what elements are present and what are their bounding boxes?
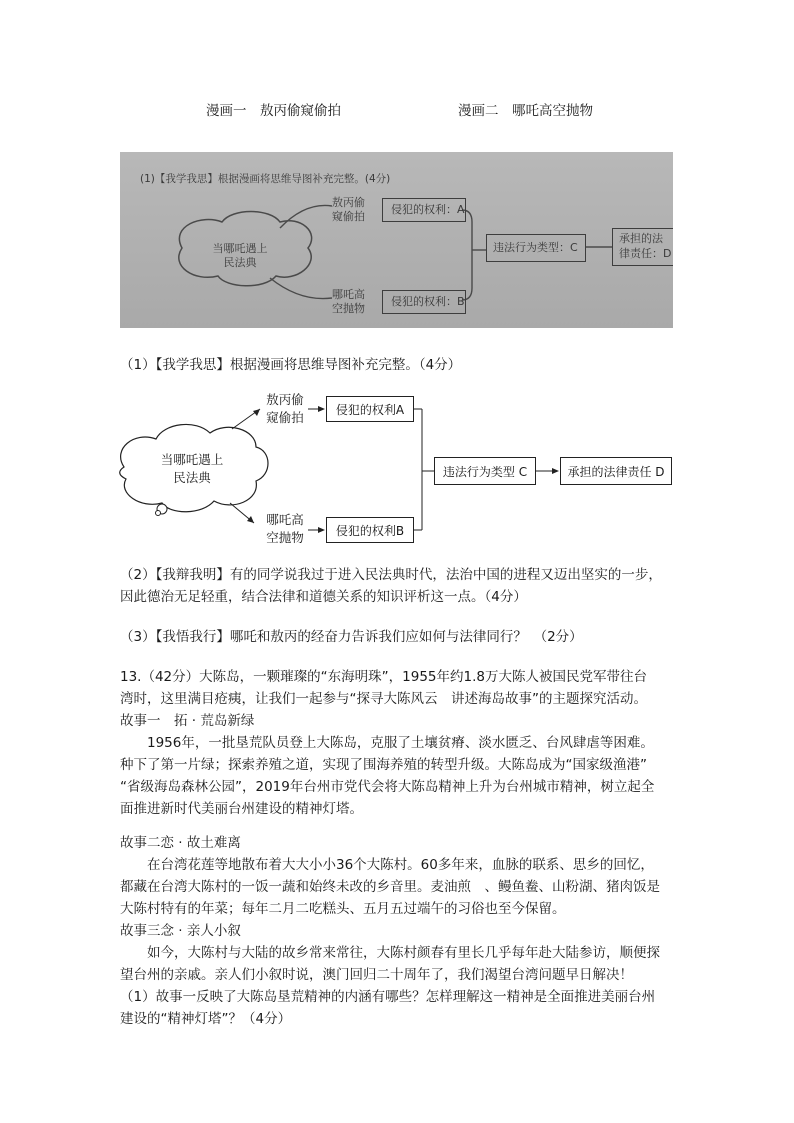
photo-bottom-subject: 哪吒高 空抛物 — [332, 288, 365, 315]
mindmap-bottom-subject: 哪吒高 空抛物 — [266, 512, 304, 545]
story3-line2: 望台州的亲戚。亲人们小叙时说，澳门回归二十周年了，我们渴望台湾问题早日解决！ — [120, 967, 633, 983]
story2-title: 故事二恋 · 故土难离 — [120, 835, 241, 851]
photo-box-b: 侵犯的权利：B — [382, 290, 466, 314]
mindmap-box-c: 违法行为类型 C — [434, 457, 536, 485]
photo-box-a: 侵犯的权利：A — [382, 198, 466, 222]
photo-header: (1)【我学我思】根据漫画将思维导图补充完整。(4分) — [140, 173, 391, 185]
photo-top-subject: 敖丙偷 窥偷拍 — [332, 196, 365, 223]
mindmap-diagram — [112, 385, 682, 550]
question-1: （1）【我学我思】根据漫画将思维导图补充完整。（4分） — [120, 357, 462, 373]
story2-line2: 都藏在台湾大陈村的一饭一蔬和始终未改的乡音里。麦油煎 、鳗鱼鲞、山粉湖、猪肉饭是 — [120, 879, 660, 895]
story3-title: 故事三念 · 亲人小叙 — [120, 923, 241, 939]
story1-line3: “省级海岛森林公园”，2019年台州市党代会将大陈岛精神上升为台州城市精神，树立起全 — [120, 779, 655, 795]
story2-line3: 大陈村特有的年菜；每年二月二吃糕头、五月五过端午的习俗也至今保留。 — [120, 901, 566, 917]
story2-line1: 在台湾花莲等地散布着大大小小36个大陈村。60多年来，血脉的联系、思乡的回忆， — [120, 857, 654, 873]
photo-box-d: 承担的法 律责任：D — [612, 228, 673, 266]
photo-box-c: 违法行为类型：C — [486, 234, 586, 262]
mindmap-box-d: 承担的法律责任 D — [560, 457, 672, 485]
photo-cloud-text: 当哪吒遇上 民法典 — [212, 242, 268, 269]
story1-line1: 1956年，一批垦荒队员登上大陈岛，克服了土壤贫瘠、淡水匮乏、台风肆虐等困难。 — [120, 735, 654, 751]
mindmap-photo — [120, 152, 673, 328]
story1-title: 故事一 拓 · 荒岛新绿 — [120, 713, 255, 729]
comic2-caption: 漫画二 哪吒高空抛物 — [458, 103, 593, 119]
question-2-line2: 因此德治无足轻重，结合法律和道德关系的知识评析这一点。（4分） — [120, 589, 527, 605]
question-2-line1: （2）【我辩我明】有的同学说我过于进入民法典时代，法治中国的进程又迈出坚实的一步， — [120, 567, 662, 583]
story1-line2: 种下了第一片绿；探索养殖之道，实现了围海养殖的转型升级。大陈岛成为“国家级渔港” — [120, 757, 647, 773]
question-13-line1: 13.（42分）大陈岛，一颗璀璨的“东海明珠”，1955年约1.8万大陈人被国民党军带往台 — [120, 669, 647, 685]
mindmap-cloud-text: 当哪吒遇上 民法典 — [160, 452, 224, 485]
question-3: （3）【我悟我行】哪吒和敖丙的经奋力告诉我们应如何与法律同行？ （2分） — [120, 629, 583, 645]
mindmap-top-subject: 敖丙偷 窥偷拍 — [266, 392, 304, 425]
question-13-1-line1: （1）故事一反映了大陈岛垦荒精神的内涵有哪些？怎样理解这一精神是全面推进美丽台州 — [120, 989, 656, 1005]
story3-line1: 如今，大陈村与大陆的故乡常来常往，大陈村颜春有里长几乎每年赴大陆参访，顺便探 — [120, 945, 660, 961]
mindmap-box-a: 侵犯的权利A — [326, 396, 414, 422]
mindmap-box-b: 侵犯的权利B — [326, 517, 414, 543]
question-13-1-line2: 建设的“精神灯塔”？（4分） — [120, 1011, 292, 1027]
comic1-caption: 漫画一 敖丙偷窥偷拍 — [206, 103, 341, 119]
story1-line4: 面推进新时代美丽台州建设的精神灯塔。 — [120, 801, 363, 817]
question-13-line2: 湾时，这里满目疮痍，让我们一起参与“探寻大陈风云 讲述海岛故事”的主题探究活动。 — [120, 691, 647, 707]
